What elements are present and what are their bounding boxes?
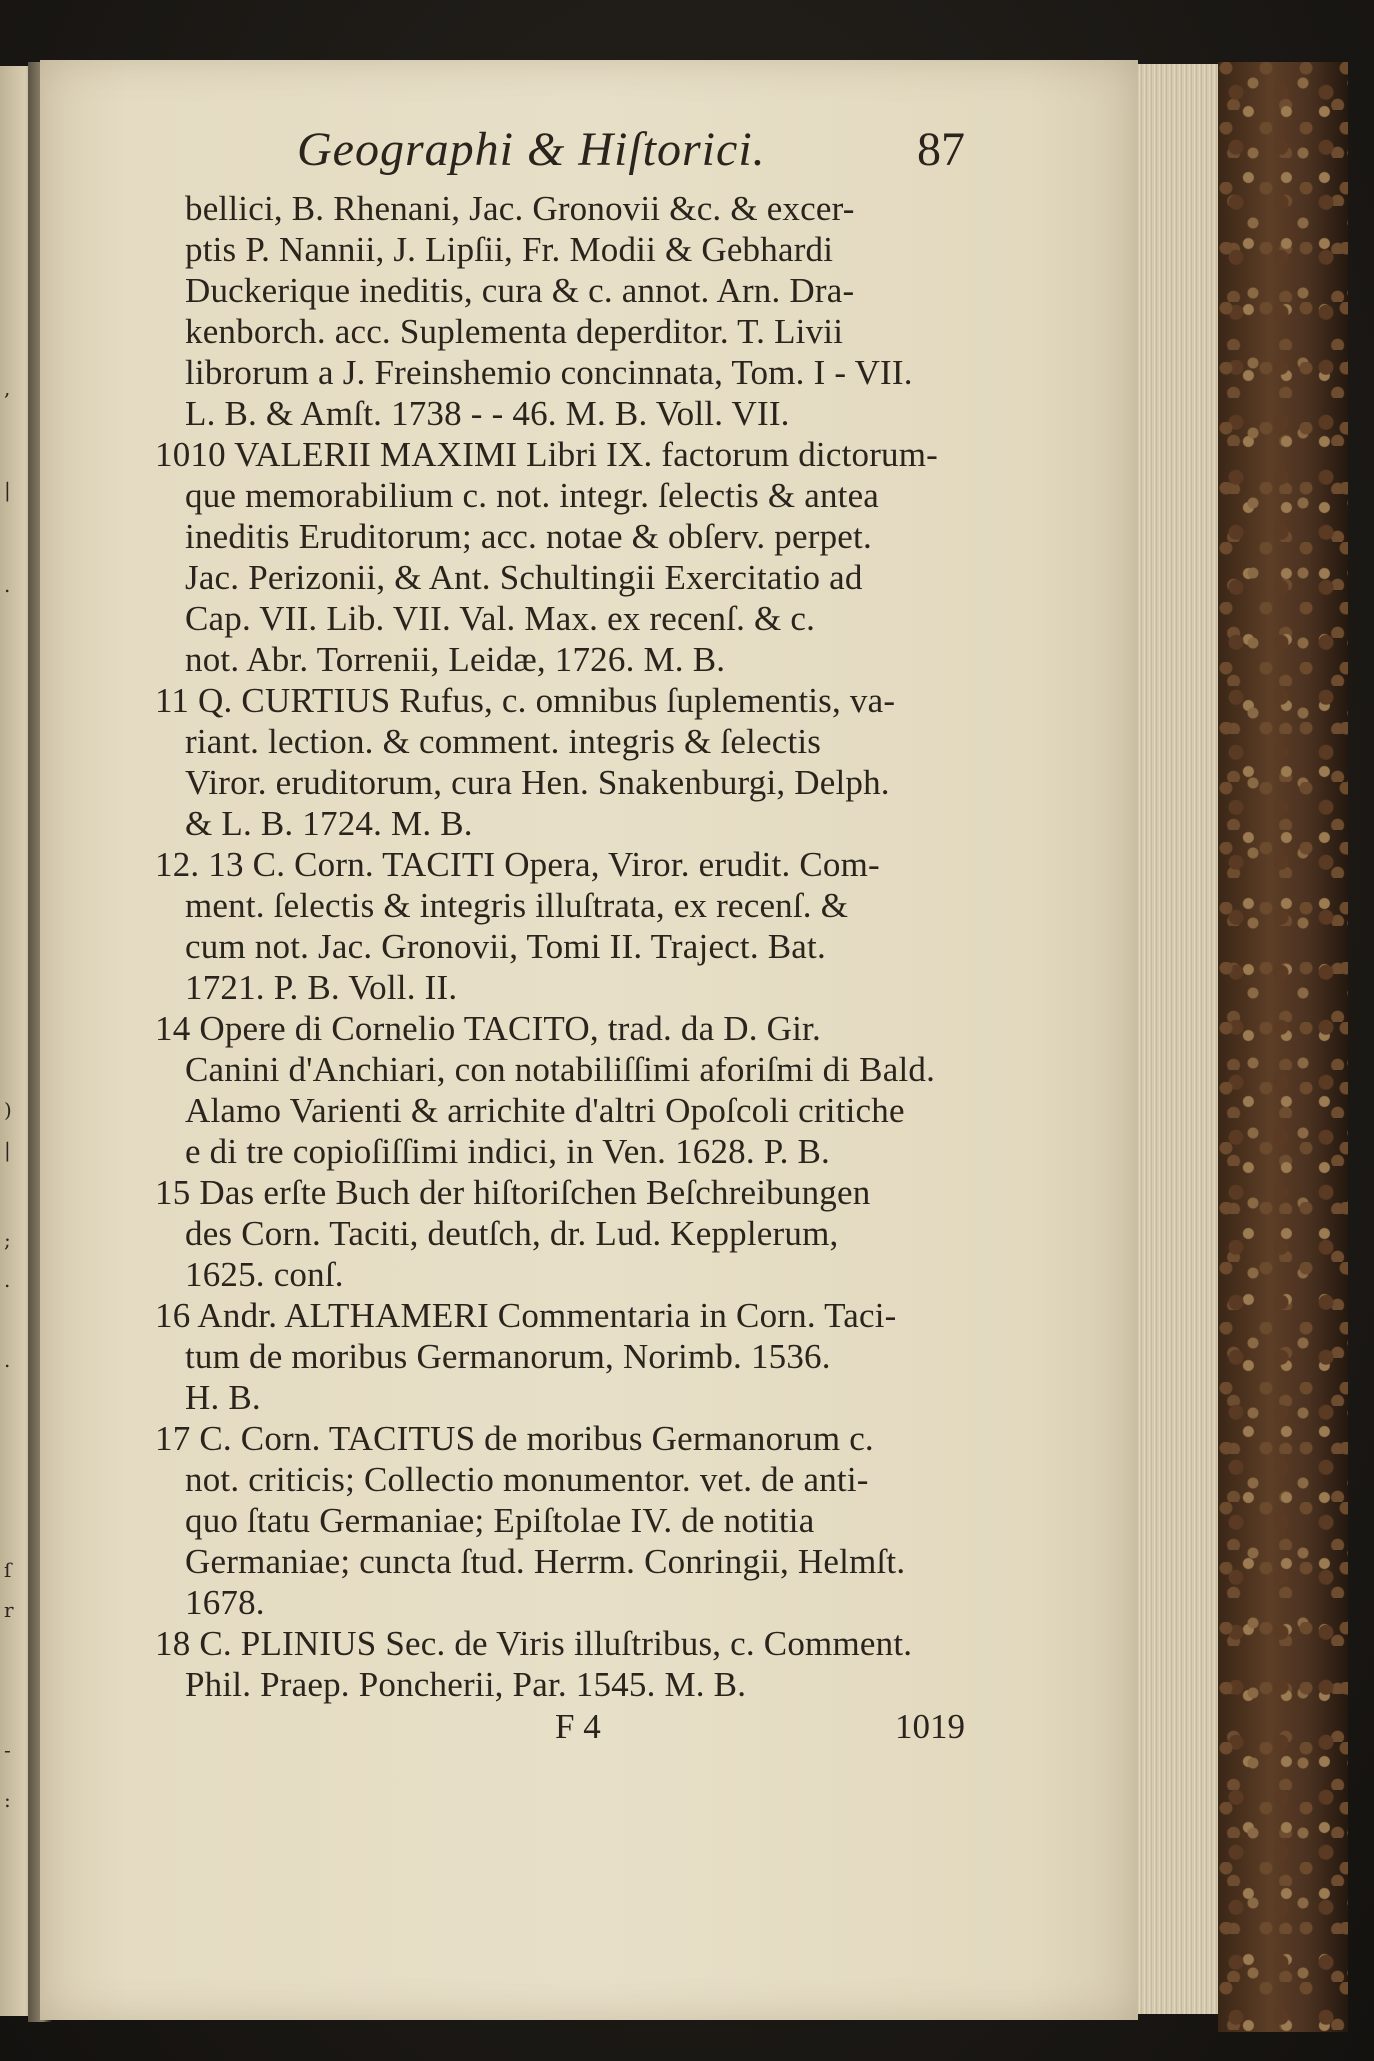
running-header bbox=[297, 100, 965, 184]
entry-line: ment. ſelectis & integris illuſtrata, ex recenſ. & bbox=[185, 886, 849, 925]
entry-line: quo ſtatu Germaniae; Epiſtolae IV. de notitia bbox=[185, 1501, 815, 1540]
entry-line: ineditis Eruditorum; acc. notae & obſerv. perpet. bbox=[185, 517, 872, 556]
entry-line: Canini d'Anchiari, con notabiliſſimi aforiſmi di Bald. bbox=[185, 1050, 936, 1089]
entry-first-line: 15 Das erſte Buch der hiſtoriſchen Beſchreibungen bbox=[155, 1173, 871, 1212]
entry-line: que memorabilium c. not. integr. ſelectis & antea bbox=[185, 476, 880, 515]
entry-line: bellici, B. Rhenani, Jac. Gronovii &c. & excer- bbox=[185, 189, 855, 228]
entry-line: tum de moribus Germanorum, Norimb. 1536. bbox=[185, 1337, 831, 1376]
entry-line: not. criticis; Collectio monumentor. vet. de anti- bbox=[185, 1460, 869, 1499]
catalog-entries bbox=[155, 188, 965, 1705]
entry-line: des Corn. Taciti, deutſch, dr. Lud. Kepplerum, bbox=[185, 1214, 839, 1253]
entry-line: 1678. bbox=[185, 1583, 265, 1622]
page-text bbox=[155, 100, 965, 1757]
margin-mark: . bbox=[4, 1268, 11, 1292]
entry-first-line: 1010 VALERII MAXIMI Libri IX. factorum dictorum- bbox=[155, 435, 939, 474]
entry-line: ptis P. Nannii, J. Lipſii, Fr. Modii & Gebhardi bbox=[185, 230, 834, 269]
page-number: 87 bbox=[917, 123, 965, 176]
margin-mark: ; bbox=[4, 1228, 11, 1252]
running-title: Geographi & Hiſtorici. bbox=[297, 123, 766, 176]
entry-line: & L. B. 1724. M. B. bbox=[185, 804, 473, 843]
margin-mark: : bbox=[4, 1788, 11, 1812]
entry-line: Jac. Perizonii, & Ant. Schultingii Exercitatio ad bbox=[185, 558, 863, 597]
entry-line: Germaniae; cuncta ſtud. Herrm. Conringii, Helmſt. bbox=[185, 1542, 906, 1581]
entry-line: riant. lection. & comment. integris & ſelectis bbox=[185, 722, 822, 761]
entry-line: Phil. Praep. Poncherii, Par. 1545. M. B. bbox=[185, 1665, 747, 1704]
entry-first-line: 16 Andr. ALTHAMERI Commentaria in Corn. Taci- bbox=[155, 1296, 897, 1335]
entry-line: Duckerique ineditis, cura & c. annot. Arn. Dra- bbox=[185, 271, 855, 310]
margin-mark: ) bbox=[4, 1098, 12, 1122]
margin-mark: | bbox=[4, 478, 11, 502]
entry-first-line: 14 Opere di Cornelio TACITO, trad. da D. Gir. bbox=[155, 1009, 821, 1048]
margin-mark: r bbox=[4, 1598, 14, 1622]
entry-line: Alamo Varienti & arrichite d'altri Opoſcoli critiche bbox=[185, 1091, 905, 1130]
entry-line: L. B. & Amſt. 1738 - - 46. M. B. Voll. VII. bbox=[185, 394, 790, 433]
entry-line: 1721. P. B. Voll. II. bbox=[185, 968, 458, 1007]
entry-line: e di tre copioſiſſimi indici, in Ven. 1628. P. B. bbox=[185, 1132, 830, 1171]
entry-first-line: 11 Q. CURTIUS Rufus, c. omnibus ſuplementis, va- bbox=[155, 681, 896, 720]
entry-first-line: 17 C. Corn. TACITUS de moribus Germanorum c. bbox=[155, 1419, 874, 1458]
margin-mark: , bbox=[4, 376, 11, 400]
entry-line: not. Abr. Torrenii, Leidæ, 1726. M. B. bbox=[185, 640, 726, 679]
entry-line: H. B. bbox=[185, 1378, 261, 1417]
entry-line: Cap. VII. Lib. VII. Val. Max. ex recenſ. & c. bbox=[185, 599, 816, 638]
signature-mark: F 4 bbox=[555, 1707, 601, 1746]
entry-line: kenborch. acc. Suplementa deperditor. T. Livii bbox=[185, 312, 844, 351]
entry-first-line: 18 C. PLINIUS Sec. de Viris illuſtribus, c. Comment. bbox=[155, 1624, 913, 1663]
page-edges bbox=[1138, 64, 1221, 2014]
margin-mark: - bbox=[4, 1738, 11, 1762]
entry-line: Viror. eruditorum, cura Hen. Snakenburgi, Delph. bbox=[185, 763, 890, 802]
page-footer bbox=[155, 1707, 965, 1757]
entry-line: cum not. Jac. Gronovii, Tomi II. Traject. Bat. bbox=[185, 927, 826, 966]
marbled-cover bbox=[1218, 62, 1348, 2032]
margin-mark: . bbox=[4, 1348, 11, 1372]
catchword: 1019 bbox=[895, 1707, 965, 1746]
entry-line: 1625. conſ. bbox=[185, 1255, 344, 1294]
entry-first-line: 12. 13 C. Corn. TACITI Opera, Viror. erudit. Com- bbox=[155, 845, 880, 884]
entry-line: librorum a J. Freinshemio concinnata, Tom. I - VII. bbox=[185, 353, 913, 392]
margin-mark: ſ bbox=[4, 1558, 12, 1582]
margin-mark: | bbox=[4, 1138, 11, 1162]
margin-mark: . bbox=[4, 573, 11, 597]
